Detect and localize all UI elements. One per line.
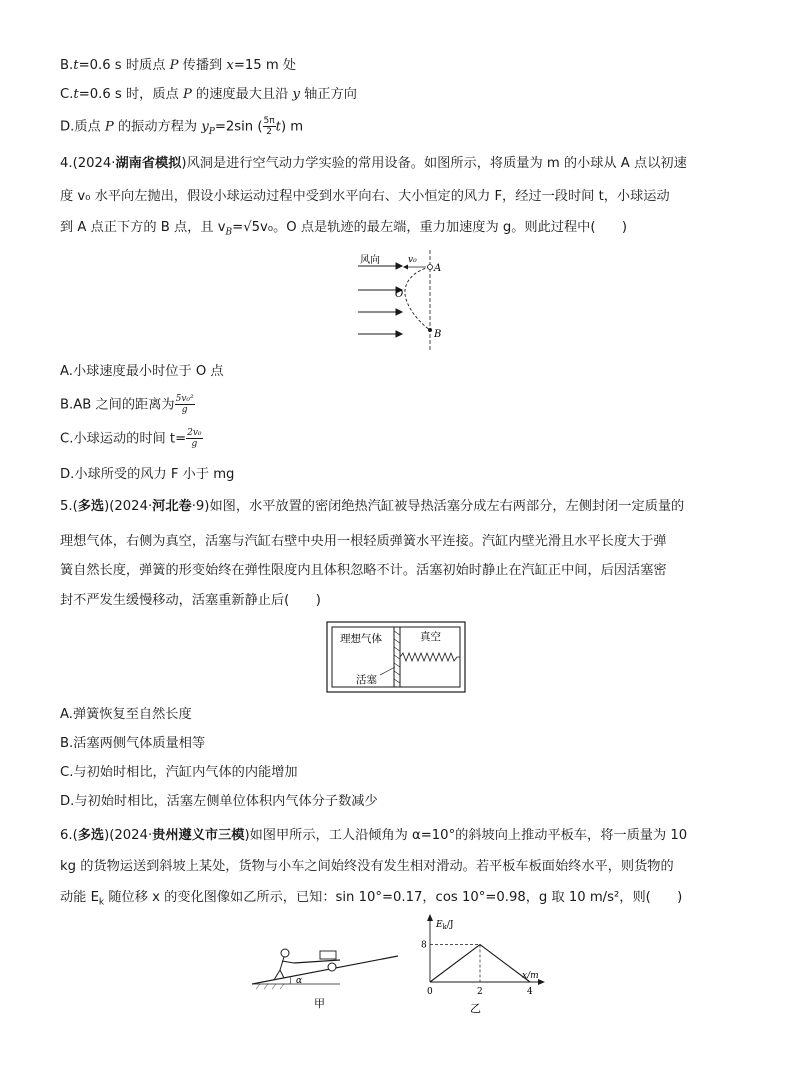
label-a: A [434, 263, 442, 274]
q4-stem-line2: 度 v₀ 水平向左抛出，假设小球运动过程中受到水平向右、大小恒定的风力 F，经过一段时间 t，小球运动 [60, 189, 670, 204]
spring [400, 653, 460, 661]
alpha-label: α [296, 976, 303, 986]
x-tick-label: 0 [427, 987, 433, 997]
x-axis-label: x/m [522, 971, 539, 981]
slope-figure [250, 940, 400, 1012]
y-axis-label: $E_k/J$ [436, 920, 454, 931]
wind-label: 风向 [360, 255, 380, 266]
caption-jia: 甲 [314, 997, 325, 1010]
q6-stem-line3: 动能 $E_k$ 随位移 x 的变化图像如乙所示，已知：sin 10°=0.17，cos 10°=0.98，g 取 10 m/s²，则( ) [60, 890, 683, 908]
worker-figure [274, 949, 294, 980]
q3-option-d: D.质点 P 的振动方程为 $y_P=2\sin$ ( $\frac{5\pi}{2}$ t) m [60, 116, 304, 138]
cart-wheel [328, 963, 336, 971]
wind-tunnel-figure [350, 250, 460, 352]
q5-stem-line4: 封不严发生缓慢移动，活塞重新静止后( ) [60, 593, 321, 608]
ek-x-chart [410, 912, 550, 1016]
x-tick-label: 4 [527, 987, 533, 997]
cylinder-figure [326, 621, 466, 693]
q3-option-b: B.t=0.6 s 时质点 P 传播到 x=15 m 处 [60, 58, 297, 73]
cargo-box [320, 951, 336, 959]
q5-option-c: C.与初始时相比，汽缸内气体的内能增加 [60, 765, 298, 780]
cart-board [294, 960, 340, 963]
q5-stem-line1: 5.(多选)(2024·河北卷·9)如图，水平放置的密闭绝热汽缸被导热活塞分成左右两部分，左侧封闭一定质量的 [60, 499, 685, 514]
v0-label: v₀ [408, 255, 417, 265]
label-b: B [434, 329, 442, 340]
q5-option-a: A.弹簧恢复至自然长度 [60, 707, 192, 722]
q3-option-c: C.t=0.6 s 时，质点 P 的速度最大且沿 y 轴正方向 [60, 87, 357, 102]
q5-stem-line3: 簧自然长度，弹簧的形变始终在弹性限度内且体积忽略不计。活塞初始时静止在汽缸正中间，后因活塞密 [60, 563, 667, 578]
y-tick-label: 8 [421, 940, 427, 951]
q3-d-fraction: $\frac{5\pi}{2}$ [263, 116, 275, 137]
q4-option-a: A.小球速度最小时位于 O 点 [60, 364, 224, 379]
piston-label: 活塞 [356, 674, 377, 686]
q6-stem-line2: kg 的货物运送到斜坡上某处，货物与小车之间始终没有发生相对滑动。若平板车板面始终水平，则货物的 [60, 859, 674, 874]
q5-option-b: B.活塞两侧气体质量相等 [60, 736, 206, 751]
wind-arrows [358, 263, 402, 337]
gas-label: 理想气体 [340, 633, 382, 645]
q4-stem-line1: 4.(2024·湖南省模拟)风洞是进行空气动力学实验的常用设备。如图所示，将质量为 m 的小球从 A 点以初速 [60, 156, 687, 171]
q4-stem-line3: 到 A 点正下方的 B 点，且 $v_B=√5v_0$。O 点是轨迹的最左端，重力加速度为 g。则此过程中( ) [60, 220, 628, 238]
point-b [428, 328, 432, 332]
q5-stem-line2: 理想气体，右侧为真空，活塞与汽缸右壁中央用一根轻质弹簧水平连接。汽缸内壁光滑且水平长度大于弹 [60, 534, 667, 549]
trajectory [405, 267, 430, 330]
q6-stem-line1: 6.(多选)(2024·贵州遵义市三模)如图甲所示，工人沿倾角为 α=10°的斜坡向上推动平板车，将一质量为 10 [60, 828, 688, 843]
q4-option-d: D.小球所受的风力 F 小于 mg [60, 467, 235, 482]
q5-option-d: D.与初始时相比，活塞左侧单位体积内气体分子数减少 [60, 794, 378, 809]
caption-yi: 乙 [470, 1002, 481, 1015]
q4-option-b: B.AB 之间的距离为 $\frac{\text{5v₀²}}{g}$ [60, 394, 194, 415]
q4-option-c: C.小球运动的时间 t= $\frac{\text{2v₀}}{g}$ [60, 428, 202, 449]
point-a [428, 265, 433, 270]
vacuum-label: 真空 [420, 631, 441, 643]
x-tick-label: 2 [477, 987, 483, 997]
label-o: O [395, 289, 404, 300]
